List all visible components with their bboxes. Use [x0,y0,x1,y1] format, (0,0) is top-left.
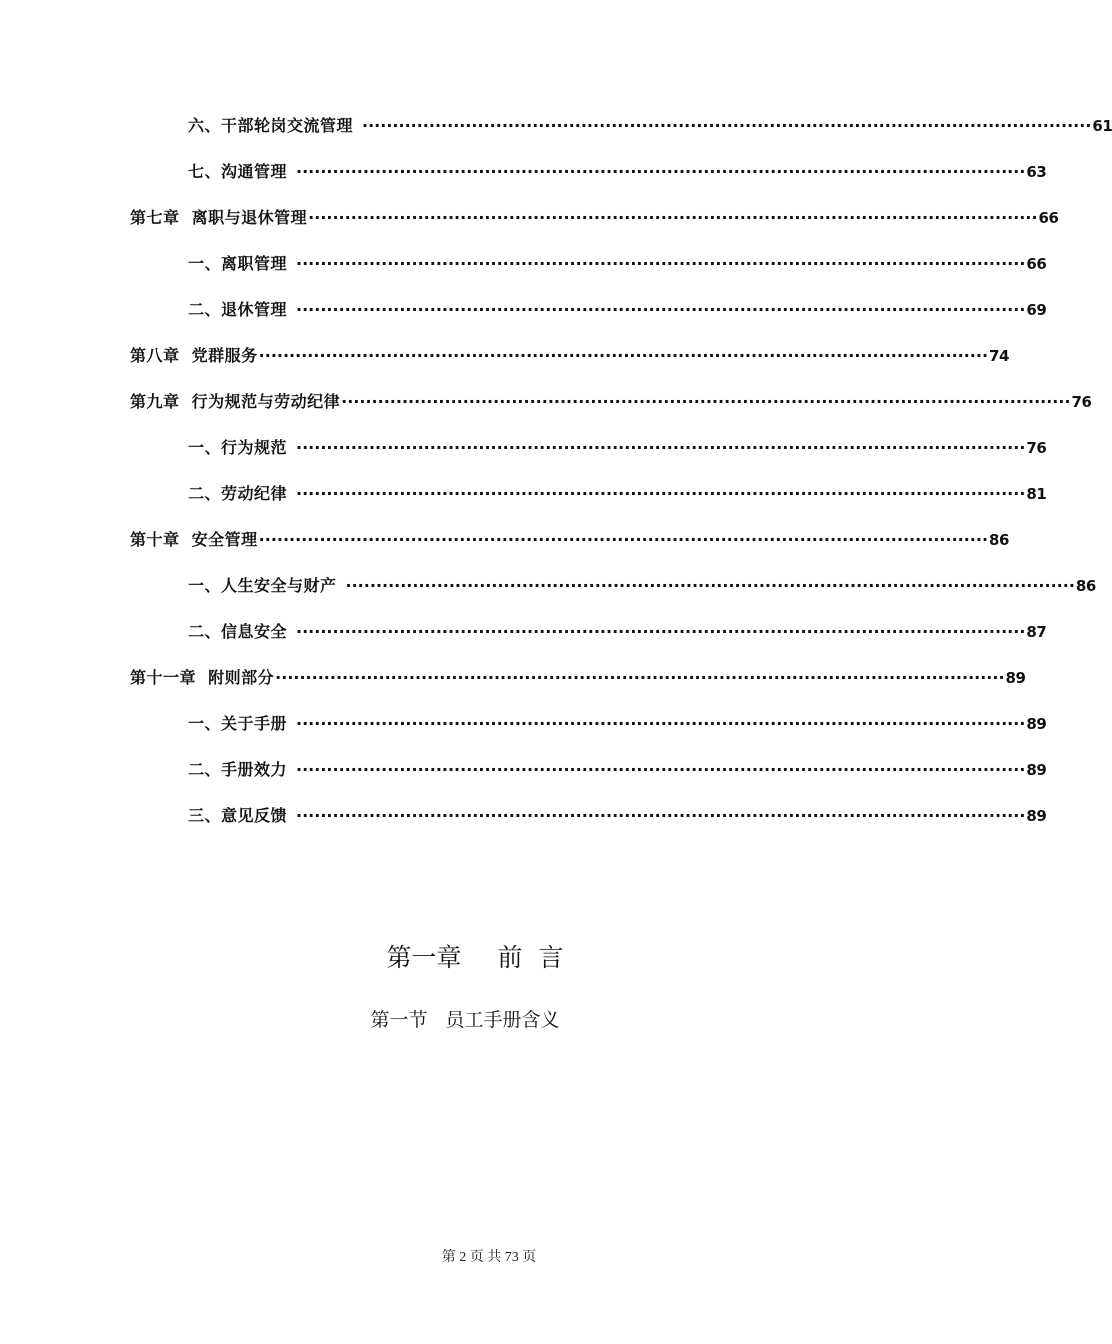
toc-leader-dots: ························································································································ [296,300,1026,319]
toc-entry-title: 第八章 党群服务 [130,346,258,365]
toc-entry[interactable] [130,527,1009,553]
toc-entry-title: 一、行为规范 [188,438,288,457]
toc-entry-title: 三、意见反馈 [188,806,288,825]
toc-entry[interactable] [188,481,1047,507]
toc-leader-dots: ························································································································ [296,806,1026,825]
toc-entry-page: 76 [1026,439,1047,457]
page-footer: 第 2 页 共 73 页 [441,1250,537,1265]
toc-entry-title: 二、劳动纪律 [188,484,288,503]
section-heading [0,1006,930,1034]
toc-entry-title: 一、离职管理 [188,254,288,273]
toc-entry-title: 六、干部轮岗交流管理 [188,116,354,135]
toc-entry[interactable] [188,757,1047,783]
toc-entry-title: 第七章 离职与退休管理 [130,208,308,227]
toc-entry-page: 89 [1005,669,1026,687]
toc-entry-page: 86 [1075,577,1096,595]
toc-entry-page: 86 [989,531,1009,549]
toc-entry-title: 第十一章 附则部分 [130,668,275,687]
toc-entry[interactable] [188,711,1047,737]
toc-entry[interactable] [130,665,1026,691]
chapter-title: 前 言 [497,943,564,972]
toc-leader-dots: ························································································································ [296,622,1026,641]
toc-entry-page: 87 [1026,623,1047,641]
chapter-number: 第一章 [386,943,462,972]
toc-leader-dots: ························································································································ [296,254,1026,273]
toc-leader-dots: ························································································································ [345,576,1075,595]
toc-entry-title: 一、人生安全与财产 [188,576,337,595]
section-number: 第一节 [370,1009,428,1031]
toc-entry[interactable] [188,803,1047,829]
toc-entry-page: 61 [1092,117,1112,135]
toc-entry-title: 七、沟通管理 [188,162,288,181]
toc-leader-dots: ························································································································ [308,208,1038,227]
toc-entry-page: 89 [1026,761,1047,779]
toc-entry-title: 一、关于手册 [188,714,288,733]
toc-entry-page: 81 [1026,485,1047,503]
toc-entry-page: 69 [1026,301,1047,319]
toc-entry-page: 74 [989,347,1009,365]
toc-leader-dots: ························································································································ [296,438,1026,457]
toc-leader-dots: ························································································································ [258,346,989,365]
toc-leader-dots: ························································································································ [258,530,989,549]
toc-entry[interactable] [188,251,1047,277]
toc-leader-dots: ························································································································ [362,116,1092,135]
toc-entry[interactable] [130,343,1009,369]
toc-entry[interactable] [188,435,1047,461]
toc-entry-page: 89 [1026,807,1047,825]
toc-entry-page: 89 [1026,715,1047,733]
chapter-heading [0,940,950,976]
toc-entry-page: 63 [1026,163,1047,181]
toc-entry-title: 二、手册效力 [188,760,288,779]
toc-entry-title: 二、退休管理 [188,300,288,319]
toc-leader-dots: ························································································································ [296,714,1026,733]
toc-entry-title: 二、信息安全 [188,622,288,641]
toc-entry[interactable] [188,573,1096,599]
toc-entry-page: 66 [1038,209,1059,227]
toc-entry-title: 第九章 行为规范与劳动纪律 [130,392,341,411]
toc-entry[interactable] [188,159,1047,185]
toc-entry[interactable] [130,205,1059,231]
toc-entry[interactable] [130,389,1092,415]
toc-leader-dots: ························································································································ [341,392,1071,411]
toc-entry[interactable] [188,619,1047,645]
toc-entry-title: 第十章 安全管理 [130,530,258,549]
toc-entry-page: 66 [1026,255,1047,273]
section-title: 员工手册含义 [445,1009,560,1031]
toc-leader-dots: ························································································································ [296,484,1026,503]
toc-leader-dots: ························································································································ [296,760,1026,779]
toc-leader-dots: ························································································································ [275,668,1005,687]
toc-leader-dots: ························································································································ [296,162,1026,181]
toc-entry-page: 76 [1071,393,1092,411]
toc-entry[interactable] [188,113,1112,139]
toc-entry[interactable] [188,297,1047,323]
